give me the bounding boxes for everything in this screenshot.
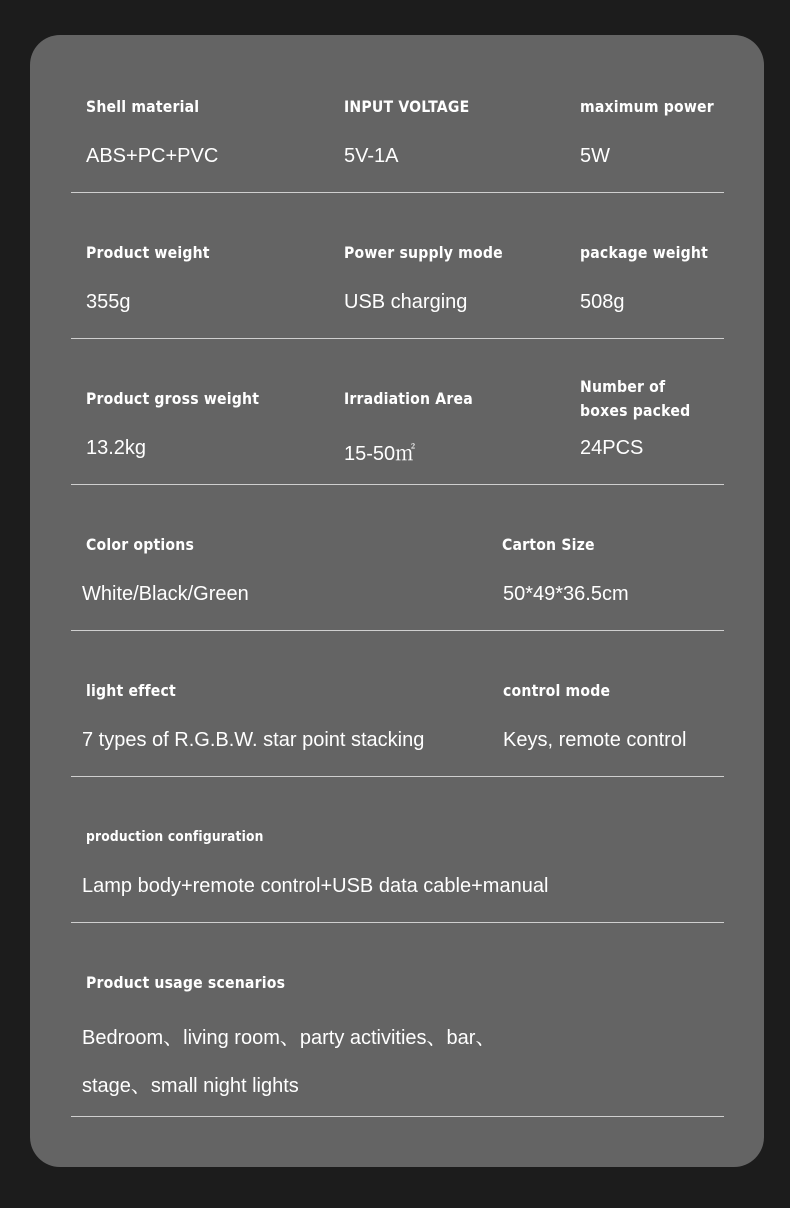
row-divider [71,484,724,485]
power-supply-mode-value: USB charging [344,291,468,313]
product-gross-weight-label: Product gross weight [86,389,260,408]
product-weight-value: 355g [86,291,131,313]
package-weight-value: 508g [580,291,625,313]
production-configuration-value: Lamp body+remote control+USB data cable+manual [82,875,549,897]
color-options-value: White/Black/Green [82,583,249,605]
input-voltage-value: 5V-1A [344,145,399,167]
light-effect-value: 7 types of R.G.B.W. star point stacking [82,729,425,751]
spec-card [30,35,764,1167]
package-weight-label: package weight [580,243,709,262]
light-effect-label: light effect [86,681,176,700]
irradiation-area-label: Irradiation Area [344,389,473,408]
irradiation-area-value: 15-50㎡ [344,443,416,465]
control-mode-value: Keys, remote control [503,729,687,751]
control-mode-label: control mode [503,681,611,700]
row-divider [71,922,724,923]
row-divider [71,630,724,631]
power-supply-mode-label: Power supply mode [344,243,503,262]
boxes-packed-value: 24PCS [580,437,644,459]
usage-scenarios-value-line2: stage、small night lights [82,1075,299,1097]
shell-material-label: Shell material [86,97,200,116]
maximum-power-value: 5W [580,145,610,167]
maximum-power-label: maximum power [580,97,714,116]
product-weight-label: Product weight [86,243,210,262]
row-divider [71,192,724,193]
carton-size-value: 50*49*36.5cm [503,583,629,605]
row-divider [71,338,724,339]
carton-size-label: Carton Size [502,535,595,554]
product-gross-weight-value: 13.2kg [86,437,147,459]
usage-scenarios-label: Product usage scenarios [86,973,286,992]
shell-material-value: ABS+PC+PVC [86,145,219,167]
color-options-label: Color options [86,535,195,554]
boxes-packed-label: Number of boxes packed [580,377,691,420]
production-configuration-label: production configuration [86,829,264,845]
row-divider [71,1116,724,1117]
row-divider [71,776,724,777]
input-voltage-label: INPUT VOLTAGE [344,97,470,116]
usage-scenarios-value-line1: Bedroom、living room、party activities、bar、 [82,1027,496,1049]
